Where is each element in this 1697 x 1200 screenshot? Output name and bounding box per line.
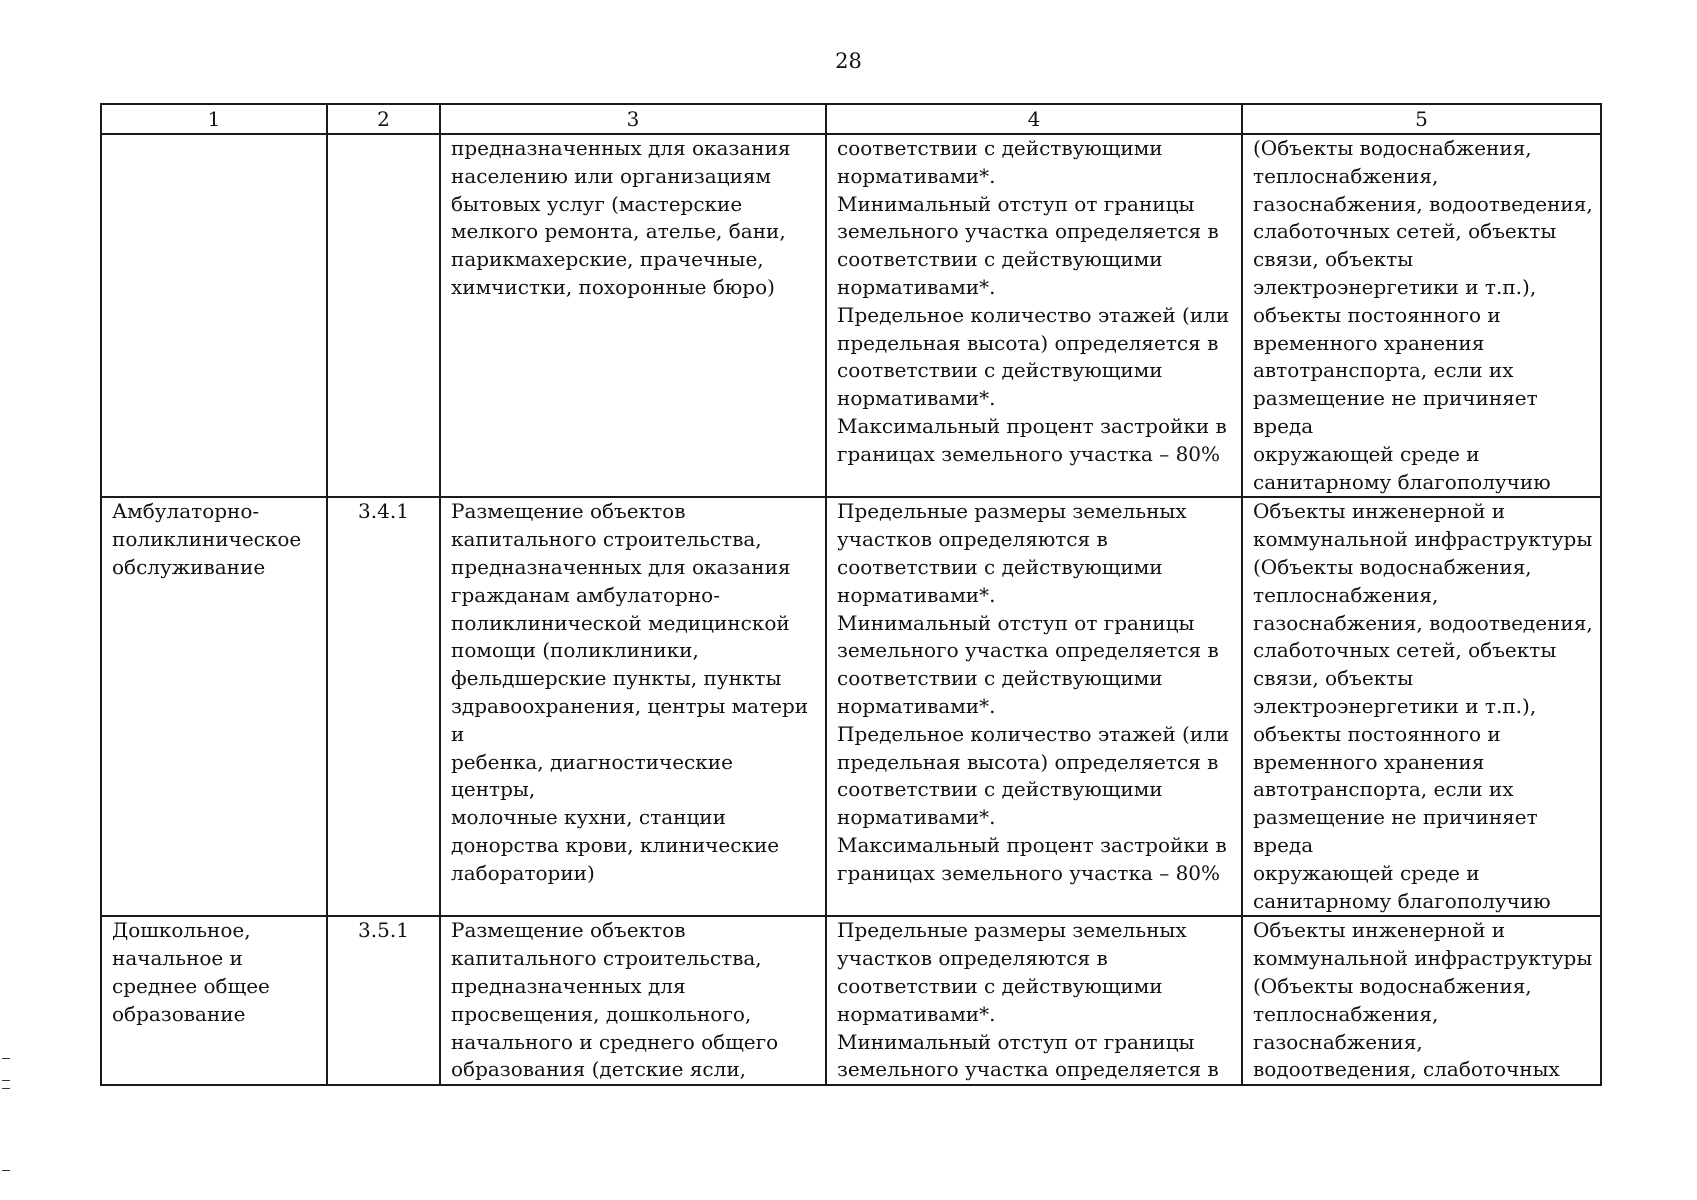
use-name-cell: Амбулаторно- поликлиническое обслуживание	[101, 497, 327, 916]
parameters-cell: соответствии с действующими нормативами*. Минимальный отступ от границы земельного участка определяется в соответствии с действующими нормативами*. Предельное количество этажей (или предельная высота) определяется в соответствии с действующими нормативами*. Максимальный процент застройки в границах земельного участка – 80%	[826, 134, 1242, 497]
land-use-table	[100, 103, 1602, 1086]
table-row	[101, 916, 1601, 1085]
parameters-cell: Предельные размеры земельных участков определяются в соответствии с действующими нормативами*. Минимальный отступ от границы земельного участка определяется в соответствии с действующими нормативами*. Предельное количество этажей (или предельная высота) определяется в соответствии с действующими нормативами*. Максимальный процент застройки в границах земельного участка – 80%	[826, 497, 1242, 916]
use-code-cell: 3.4.1	[327, 497, 440, 916]
scan-margin-mark	[2, 1058, 10, 1059]
use-name-cell	[101, 134, 327, 497]
use-description-cell: Размещение объектов капитального строительства, предназначенных для оказания гражданам амбулаторно- поликлинической медицинской помощи (поликлиники, фельдшерские пункты, пункты здравоохранения, центры матери и ребенка, диагностические центры, молочные кухни, станции донорства крови, клинические лаборатории)	[440, 497, 826, 916]
use-description-cell: Размещение объектов капитального строительства, предназначенных для просвещения, дошкольного, начального и среднего общего образования (детские ясли,	[440, 916, 826, 1085]
auxiliary-uses-cell: Объекты инженерной и коммунальной инфраструктуры (Объекты водоснабжения, теплоснабжения, газоснабжения, водоотведения, слаботочных	[1242, 916, 1601, 1085]
parameters-cell: Предельные размеры земельных участков определяются в соответствии с действующими нормативами*. Минимальный отступ от границы земельного участка определяется в	[826, 916, 1242, 1085]
auxiliary-uses-cell: (Объекты водоснабжения, теплоснабжения, газоснабжения, водоотведения, слаботочных сетей, объекты связи, объекты электроэнергетики и т.п.), объекты постоянного и временного хранения автотранспорта, если их размещение не причиняет вреда окружающей среде и санитарному благополучию	[1242, 134, 1601, 497]
column-header-4: 4	[826, 104, 1242, 134]
scan-margin-mark	[2, 1088, 10, 1089]
page-number: 28	[835, 49, 862, 73]
use-description-cell: предназначенных для оказания населению или организациям бытовых услуг (мастерские мелкого ремонта, ателье, бани, парикмахерские, прачечные, химчистки, похоронные бюро)	[440, 134, 826, 497]
column-header-5: 5	[1242, 104, 1601, 134]
auxiliary-uses-cell: Объекты инженерной и коммунальной инфраструктуры (Объекты водоснабжения, теплоснабжения, газоснабжения, водоотведения, слаботочных сетей, объекты связи, объекты электроэнергетики и т.п.), объекты постоянного и временного хранения автотранспорта, если их размещение не причиняет вреда окружающей среде и санитарному благополучию	[1242, 497, 1601, 916]
column-header-3: 3	[440, 104, 826, 134]
scan-margin-mark	[2, 1170, 10, 1171]
column-header-1: 1	[101, 104, 327, 134]
use-code-cell	[327, 134, 440, 497]
table-row	[101, 134, 1601, 497]
table-row	[101, 497, 1601, 916]
use-name-cell: Дошкольное, начальное и среднее общее образование	[101, 916, 327, 1085]
use-code-cell: 3.5.1	[327, 916, 440, 1085]
table-header-row	[101, 104, 1601, 134]
scan-margin-mark	[2, 1080, 10, 1081]
column-header-2: 2	[327, 104, 440, 134]
